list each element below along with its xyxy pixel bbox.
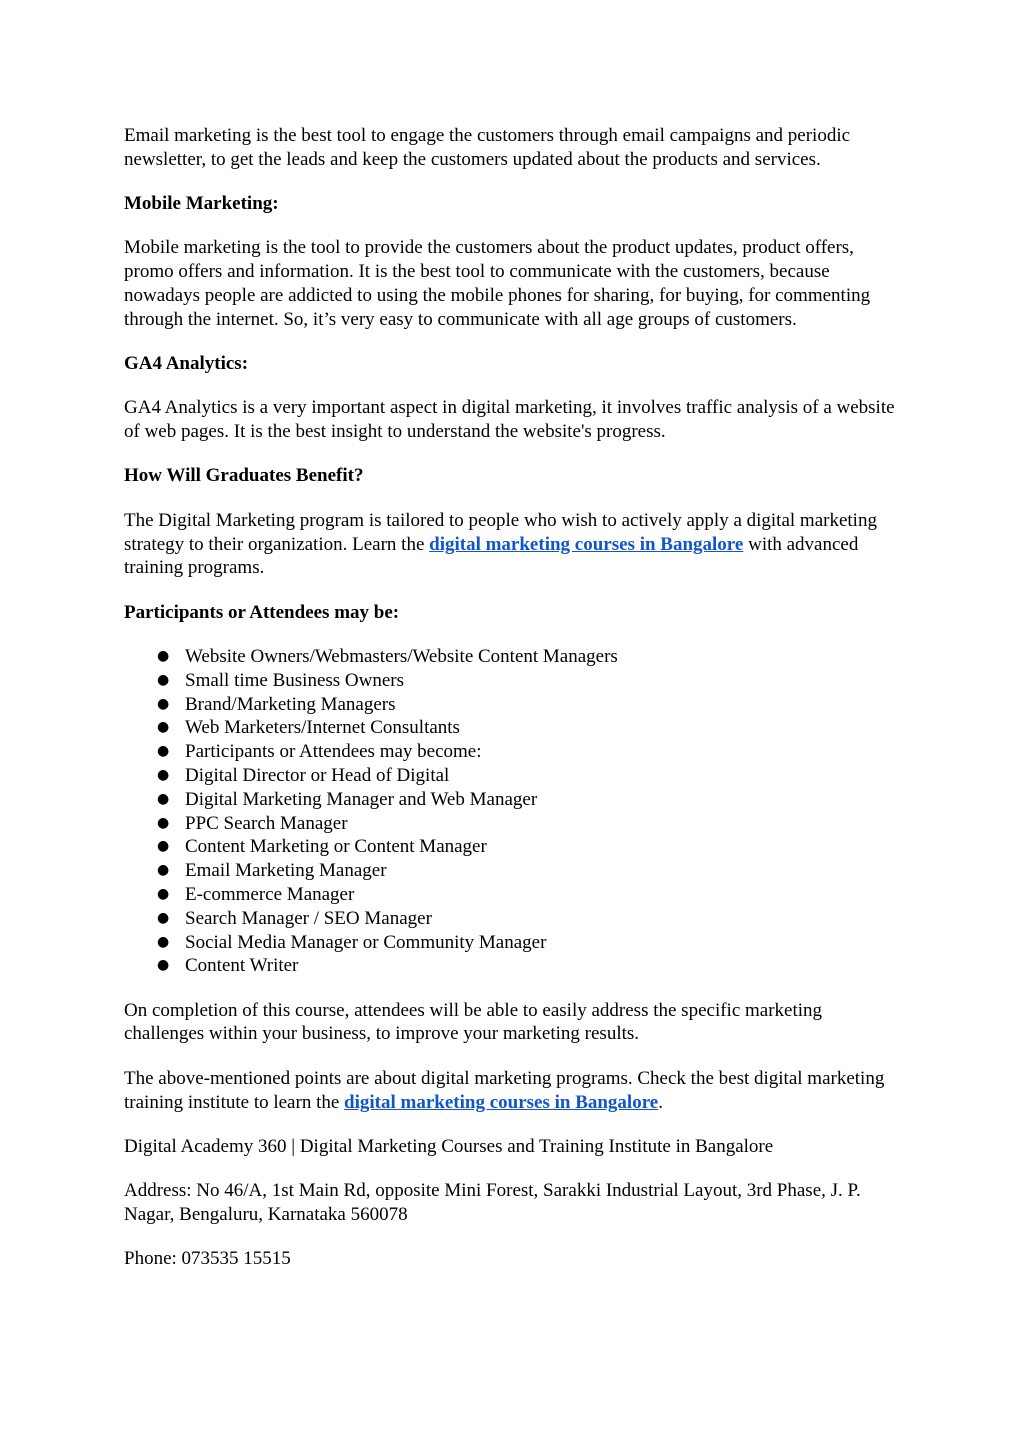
list-item: [124, 954, 904, 978]
list-item-text: Small time Business Owners: [185, 669, 405, 691]
bullet-icon: ●: [157, 885, 170, 902]
bullet-icon: ●: [157, 814, 170, 831]
company-phone: Phone: 073535 15515: [124, 1248, 291, 1270]
list-item: [124, 764, 904, 788]
graduates-text-after-link: with advanced training programs.: [124, 533, 859, 579]
bullet-icon: ●: [157, 743, 170, 760]
mobile-marketing-heading: Mobile Marketing:: [124, 193, 279, 215]
list-item: [124, 812, 904, 836]
bullet-icon: ●: [157, 862, 170, 879]
participants-list: [124, 645, 904, 978]
above-mentioned-paragraph: [124, 1067, 904, 1115]
list-item-text: Social Media Manager or Community Manager: [185, 931, 547, 953]
bullet-icon: ●: [157, 790, 170, 807]
list-item-text: PPC Search Manager: [185, 812, 348, 834]
list-item-text: Participants or Attendees may become:: [185, 741, 482, 763]
bullet-icon: ●: [157, 671, 170, 688]
list-item-text: Content Marketing or Content Manager: [185, 836, 487, 858]
ga4-analytics-heading: GA4 Analytics:: [124, 353, 249, 375]
bullet-icon: ●: [157, 909, 170, 926]
list-item-text: Web Marketers/Internet Consultants: [185, 717, 460, 739]
courses-link-1[interactable]: digital marketing courses in Bangalore: [429, 533, 744, 555]
completion-paragraph: On completion of this course, attendees will be able to easily address the specific marketing challenges within your business, to improve your marketing results.: [124, 999, 823, 1045]
graduates-text-before-link: The Digital Marketing program is tailored to people who wish to actively apply a digital marketing strategy to their organization. Learn the: [124, 509, 877, 555]
list-item: [124, 645, 904, 669]
list-item-text: Search Manager / SEO Manager: [185, 907, 432, 929]
list-item: [124, 883, 904, 907]
list-item: [124, 931, 904, 955]
list-item-text: Website Owners/Webmasters/Website Content Managers: [185, 645, 618, 667]
above-mentioned-text-before-link: The above-mentioned points are about digital marketing programs. Check the best digital marketing training institute to learn the: [124, 1067, 885, 1113]
list-item-text: Email Marketing Manager: [185, 860, 387, 882]
email-marketing-paragraph: Email marketing is the best tool to engage the customers through email campaigns and periodic newsletter, to get the leads and keep the customers updated about the products and services.: [124, 125, 851, 170]
document-page: [124, 124, 904, 1291]
bullet-icon: ●: [157, 957, 170, 974]
courses-link-2[interactable]: digital marketing courses in Bangalore: [344, 1091, 659, 1113]
list-item: [124, 859, 904, 883]
company-address: Address: No 46/A, 1st Main Rd, opposite Mini Forest, Sarakki Industrial Layout, 3rd Phase, J. P. Nagar, Bengaluru, Karnataka 560078: [124, 1180, 861, 1225]
bullet-icon: ●: [157, 719, 170, 736]
bullet-icon: ●: [157, 766, 170, 783]
bullet-icon: ●: [157, 933, 170, 950]
list-item: [124, 669, 904, 693]
list-item: [124, 835, 904, 859]
list-item: [124, 788, 904, 812]
list-item: [124, 740, 904, 764]
graduates-benefit-heading: How Will Graduates Benefit?: [124, 465, 364, 487]
list-item-text: Brand/Marketing Managers: [185, 693, 396, 715]
list-item: [124, 716, 904, 740]
company-name: Digital Academy 360 | Digital Marketing Courses and Training Institute in Bangalore: [124, 1135, 774, 1157]
bullet-icon: ●: [157, 838, 170, 855]
ga4-analytics-paragraph: GA4 Analytics is a very important aspect in digital marketing, it involves traffic analysis of a website of web pages. It is the best insight to understand the website's progress.: [124, 397, 895, 443]
list-item-text: Digital Marketing Manager and Web Manager: [185, 788, 538, 810]
list-item: [124, 907, 904, 931]
list-item-text: E-commerce Manager: [185, 883, 355, 905]
bullet-icon: ●: [157, 695, 170, 712]
list-item-text: Digital Director or Head of Digital: [185, 764, 450, 786]
participants-heading: Participants or Attendees may be:: [124, 601, 400, 623]
list-item-text: Content Writer: [185, 955, 299, 977]
above-mentioned-text-after-link: .: [658, 1091, 663, 1113]
mobile-marketing-paragraph: Mobile marketing is the tool to provide the customers about the product updates, product offers, promo offers and information. It is the best tool to communicate with the customers, because nowadays people are addicted to using the mobile phones for sharing, for buying, for commenting through the internet. So, it’s very easy to communicate with all age groups of customers.: [124, 237, 871, 330]
bullet-icon: ●: [157, 647, 170, 664]
list-item: [124, 693, 904, 717]
graduates-benefit-paragraph: [124, 509, 904, 580]
